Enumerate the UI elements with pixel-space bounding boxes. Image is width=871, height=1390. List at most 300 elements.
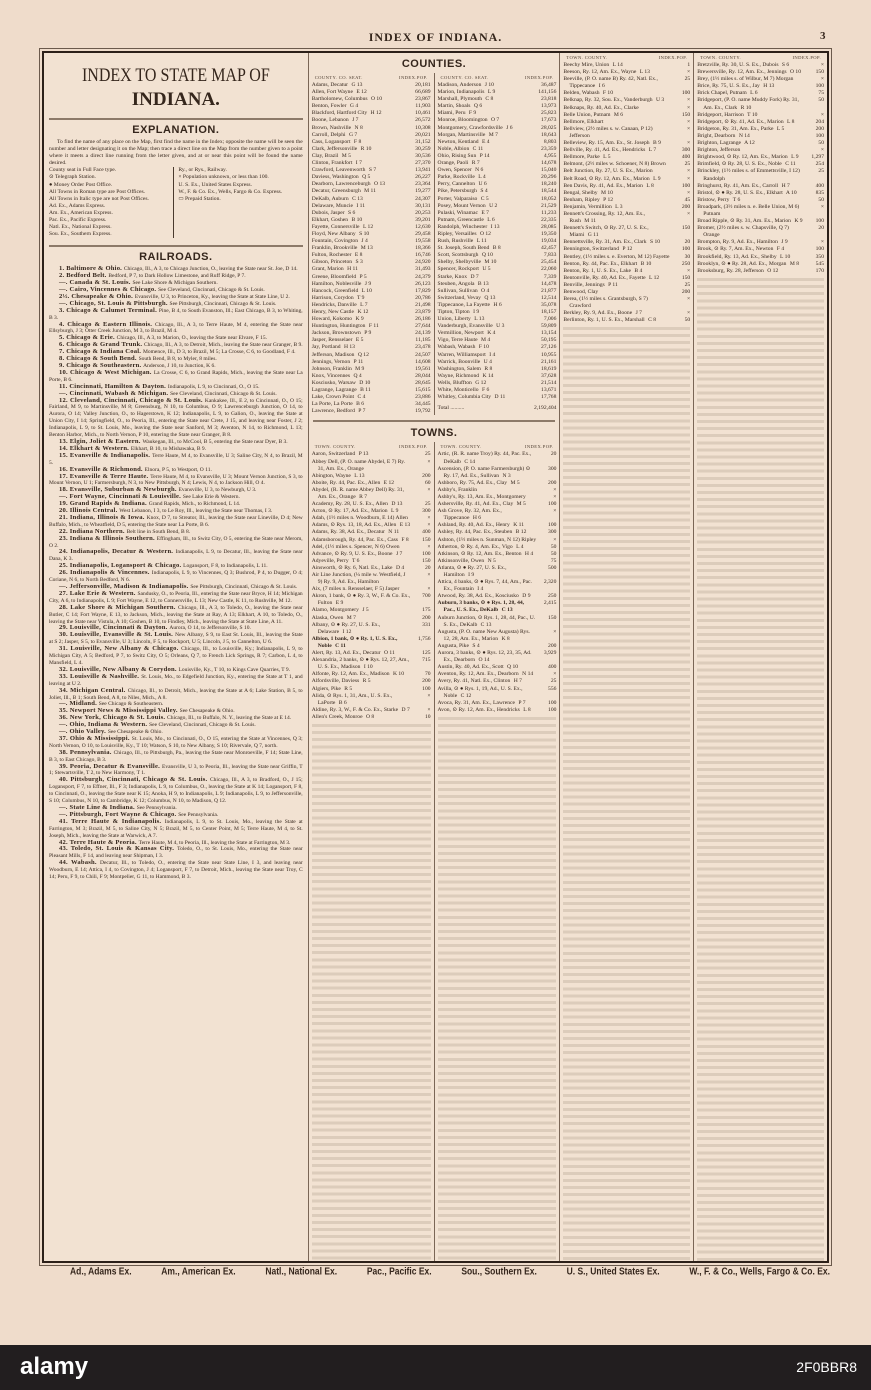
town-row bbox=[563, 225, 690, 239]
entry-population: × bbox=[820, 203, 825, 210]
entry-population: 20,786 bbox=[415, 294, 431, 301]
entry-population: 25 bbox=[684, 161, 691, 168]
entry-index: O 13 bbox=[372, 181, 386, 188]
entry-index: I 7 bbox=[354, 160, 362, 167]
col-header: POP. bbox=[416, 75, 428, 80]
county-row bbox=[312, 203, 431, 210]
entry-population: 23,867 bbox=[415, 96, 431, 103]
entry-index: L 4 bbox=[476, 174, 486, 181]
legend-right bbox=[173, 167, 302, 238]
county-row bbox=[312, 224, 431, 231]
col-header: POP. bbox=[810, 55, 822, 60]
entry-population: 23,359 bbox=[541, 145, 557, 152]
entry-population: 300 bbox=[548, 465, 557, 472]
county-row bbox=[312, 359, 431, 366]
entry-population: 26,186 bbox=[415, 316, 431, 323]
entry-name: White, Monticello F 6 bbox=[437, 387, 490, 394]
entry-population: 25 bbox=[424, 451, 431, 458]
entry-index: S 4 bbox=[478, 188, 488, 195]
entry-population: 75 bbox=[818, 90, 825, 97]
footer-abbreviation: Natl., National Ex. bbox=[265, 1265, 338, 1277]
entry-index: B 10 bbox=[350, 216, 363, 223]
entry-name: Brookfield, Ry. 13, Ad. Ex., Shelby L 10 bbox=[697, 253, 791, 260]
entry-population: 24,379 bbox=[415, 273, 431, 280]
county-row bbox=[438, 96, 557, 103]
entry-population: × bbox=[820, 76, 825, 83]
entry-name: Warrick, Boonville U 4 bbox=[437, 358, 492, 365]
entry-index: S 3 bbox=[354, 259, 363, 266]
entry-name: Bengal, Shelby M 10 bbox=[563, 189, 613, 196]
town-row bbox=[438, 664, 557, 671]
entry-name: Bartholomew, Columbus O 10 bbox=[311, 96, 383, 103]
entry-index: L 7 bbox=[358, 301, 368, 308]
col-header: COUNTY. CO. SEAT. bbox=[440, 75, 489, 80]
entry-index: M 13 bbox=[359, 245, 373, 252]
entry-index: Q 5 bbox=[360, 174, 371, 181]
entry-population: 11,903 bbox=[415, 103, 431, 110]
entry-index: L 6 bbox=[485, 216, 495, 223]
entry-name: Avery, Ry. 41, Natl. Ex., Clinton H 7 bbox=[437, 678, 522, 685]
town-row bbox=[312, 678, 431, 685]
col-header: COUNTY. CO. SEAT. bbox=[314, 75, 363, 80]
entry-index: D 7 bbox=[400, 706, 410, 713]
entry-population: 19,561 bbox=[415, 365, 431, 372]
entry-population: 15,615 bbox=[415, 387, 431, 394]
entry-population: 100 bbox=[681, 246, 691, 253]
entry-population: 250 bbox=[548, 593, 557, 600]
entry-index: F 11 bbox=[367, 323, 379, 330]
county-row bbox=[438, 359, 557, 366]
entry-name: Augusta, Pike S 4 bbox=[437, 642, 480, 649]
entry-population: 100 bbox=[815, 218, 825, 225]
entry-population: 42,457 bbox=[541, 245, 557, 252]
entry-name: Bretzville, Ry. 30, U. S. Ex., Dubois S 6 bbox=[697, 62, 790, 68]
town-row bbox=[563, 161, 690, 168]
express-abbreviations-footer bbox=[70, 1265, 830, 1277]
explanation-heading: EXPLANATION. bbox=[132, 124, 220, 136]
entry-population: × bbox=[820, 111, 825, 118]
entry-index: I 4 bbox=[475, 586, 484, 593]
county-row bbox=[312, 217, 431, 224]
railroad-name: 42. Terre Haute & Peoria. bbox=[59, 838, 139, 846]
railroads-heading: RAILROADS. bbox=[139, 251, 213, 264]
entry-name: Brighton, Jefferson bbox=[697, 147, 741, 154]
entry-population: × bbox=[553, 493, 557, 500]
entry-index: H 7 bbox=[780, 182, 790, 189]
col-header: TOWN. COUNTY. bbox=[440, 444, 482, 450]
entry-index: F 10 bbox=[601, 90, 614, 97]
railroad-name: 41. Terre Haute & Indianapolis. bbox=[59, 817, 165, 825]
entry-index: M 5 bbox=[340, 152, 351, 159]
railroad-name: 35. Newport News & Mississippi Valley. bbox=[59, 707, 180, 715]
entry-population: 27,644 bbox=[415, 323, 431, 330]
railroad-name: 3. Chicago & Calumet Terminal. bbox=[59, 306, 159, 314]
entry-population: 24,307 bbox=[415, 195, 431, 202]
railroad-name: —. Pittsburgh, Fort Wayne & Chicago. bbox=[59, 810, 179, 818]
entry-population: 31,152 bbox=[415, 138, 431, 145]
entry-index: T 9 bbox=[355, 294, 365, 301]
entry-name: Lawrence, Bedford P 7 bbox=[311, 408, 366, 415]
entry-name: Brightwood, ⊙ Ry. 12, Am. Ex., Marion L 9 bbox=[697, 154, 799, 161]
entry-population: 13,671 bbox=[541, 387, 557, 394]
town-row bbox=[312, 686, 431, 693]
entry-index: Q 4 bbox=[352, 372, 362, 379]
railroad-route: Knox, D 7, to Streator, Ill., leaving the State near Lineville, D 4; New Buffalo, Mich., to Wheatfield, D 5, entering the State near La Porte, B 6. bbox=[49, 514, 303, 528]
entry-population: 21,161 bbox=[541, 358, 557, 365]
entry-population: 23,818 bbox=[541, 96, 557, 103]
entry-name: Ben Davis, Ry. 41, Ad. Ex., Marion L 8 bbox=[563, 182, 654, 189]
entry-population: 835 bbox=[815, 189, 825, 196]
entry-name: Benton, Fowler G 4 bbox=[311, 103, 359, 110]
railroad-entry bbox=[49, 860, 303, 881]
town-row bbox=[563, 112, 690, 119]
railroad-entry bbox=[49, 308, 303, 322]
entry-name: Union, Liberty L 13 bbox=[437, 316, 485, 323]
railroad-entry bbox=[49, 322, 303, 336]
entry-population: 141,156 bbox=[538, 89, 557, 96]
entry-name: Alaska, Owen M 7 bbox=[311, 614, 356, 621]
railroad-name: —. State Line & Indiana. bbox=[59, 804, 137, 811]
county-row bbox=[312, 125, 431, 132]
entry-index: K 10 bbox=[391, 671, 405, 678]
entry-name: Bridgeton, Ry. 31, Am. Ex., Parke L 5 bbox=[697, 125, 785, 132]
entry-population: 23,364 bbox=[415, 181, 431, 188]
county-row bbox=[438, 380, 557, 387]
entry-name: Brook, ⊙ Ry. 7, Am. Ex., Newton F 4 bbox=[697, 246, 785, 253]
entry-name: Clark, Jeffersonville R 10 bbox=[311, 145, 372, 152]
entry-population: 100 bbox=[815, 132, 825, 139]
entry-index: E 9 bbox=[334, 600, 344, 607]
entry-population: 150 bbox=[681, 274, 691, 281]
railroad-name: 7. Chicago & Indiana Coal. bbox=[59, 348, 143, 356]
county-row bbox=[438, 330, 557, 337]
town-row bbox=[697, 204, 824, 218]
entry-population: 20 bbox=[818, 225, 825, 232]
legend-item: ▭ Prepaid Station. bbox=[178, 195, 221, 202]
entry-index bbox=[793, 76, 795, 82]
entry-name: Miami, Peru F 9 bbox=[437, 110, 477, 117]
railroad-name: 11. Cincinnati, Hamilton & Dayton. bbox=[59, 382, 168, 390]
entry-index: R 7 bbox=[357, 493, 368, 500]
town-row bbox=[563, 190, 690, 197]
entry-population: 28,645 bbox=[415, 379, 431, 386]
town-row bbox=[563, 105, 690, 112]
entry-population: 66,689 bbox=[415, 89, 431, 96]
county-row bbox=[438, 89, 557, 96]
entry-population: 26,123 bbox=[415, 280, 431, 287]
entry-name: Ripley, Versailles O 12 bbox=[437, 230, 491, 237]
entry-name: Spencer, Rockport U 5 bbox=[437, 266, 491, 273]
entry-index: Q 13 bbox=[482, 294, 496, 301]
town-row bbox=[312, 515, 431, 522]
entry-index: C 8 bbox=[646, 317, 657, 324]
railroad-name: 22. Indiana Northern. bbox=[59, 527, 127, 535]
town-row bbox=[563, 147, 690, 154]
entry-population: 19,034 bbox=[541, 238, 557, 245]
entry-index: U 5 bbox=[480, 266, 491, 273]
legend-item: Ad. Ex., Adams Express. bbox=[49, 202, 106, 209]
entry-name: Ashley, Ry. 44, Pac. Ex., Steuben B 12 bbox=[437, 529, 527, 536]
entry-index: M 9 bbox=[353, 365, 365, 372]
railroad-route: La Crosse, C 6, to Grand Rapids, Mich., leaving the State near La Porte, B 6. bbox=[49, 369, 303, 383]
entry-name: Brey, (1½ miles s. of Wilbur, M 7) Morgan bbox=[697, 76, 794, 83]
entry-population: 26,572 bbox=[415, 117, 431, 124]
railroad-route: Chicago, Ill., to Pittsburgh, Pa., leaving the State near Monroeville, F 14; State Line, B 3, to East Chicago, B 3. bbox=[49, 749, 303, 763]
railroad-name: 29. Louisville, Cincinnati & Dayton. bbox=[59, 624, 170, 632]
index-frame bbox=[42, 51, 829, 1263]
county-row bbox=[438, 139, 557, 146]
railroad-entry bbox=[49, 646, 303, 667]
entry-index: P 12 bbox=[601, 196, 614, 203]
entry-population: × bbox=[553, 486, 557, 493]
col-header: POP. bbox=[542, 444, 554, 450]
entry-index: F 8 bbox=[399, 536, 409, 543]
entry-index bbox=[740, 147, 742, 153]
entry-population: 37,628 bbox=[541, 372, 557, 379]
col-header: POP. bbox=[416, 444, 428, 450]
entry-population: 18,240 bbox=[541, 181, 557, 188]
entry-population: 2,320 bbox=[543, 579, 557, 586]
entry-name: Avon, ⊙ Ry. 12, Am. Ex., Hendricks L 8 bbox=[437, 706, 531, 713]
entry-name: Bennett's Switch, ⊙ Ry. 27, U. S. Ex., Miami G 11 bbox=[563, 225, 649, 239]
railroad-route: Elkhart, B 10, to Mishawaka, B 9. bbox=[130, 445, 207, 452]
railroad-route: Bedford, P 7, to Dark Hollow Limestone, and Ruff Ridge, P 7. bbox=[108, 273, 246, 280]
county-row bbox=[438, 373, 557, 380]
entry-index: Q 6 bbox=[472, 103, 483, 110]
entry-name: Alfonte, Ry. 12, Am. Ex., Madison K 10 bbox=[311, 671, 405, 678]
entry-index: S 7 bbox=[367, 167, 377, 174]
entry-name: Aaron, Switzerland P 13 bbox=[311, 451, 369, 458]
entry-name: Air Line Junction, (¼ mile w. Westfield, J 9) Ry. 9, Ad. Ex., Hamilton bbox=[311, 572, 406, 586]
entry-population: 25 bbox=[684, 281, 691, 288]
county-row bbox=[438, 337, 557, 344]
entry-index: M 5 bbox=[515, 501, 526, 508]
town-row bbox=[697, 133, 824, 140]
entry-name: Howard, Kokomo K 9 bbox=[311, 316, 364, 323]
entry-index: L 3 bbox=[613, 203, 623, 210]
entry-name: Ash Grove, Ry. 32, Am. Ex., Tippecanoe H 6 bbox=[437, 508, 502, 522]
entry-name: Orange, Paoli R 7 bbox=[437, 160, 480, 167]
railroad-name: 25. Indianapolis, Logansport & Chicago. bbox=[59, 562, 184, 570]
entry-index: P 13 bbox=[357, 451, 369, 458]
entry-population: 27,126 bbox=[541, 344, 557, 351]
entry-name: Belt Junction, Ry. 27, U. S. Ex., Marion bbox=[563, 168, 653, 175]
entry-name: Belleview, Ry. 15, Am. Ex., St. Joseph B 9 bbox=[563, 140, 661, 147]
entry-population: 1 bbox=[687, 62, 691, 68]
footer-abbreviation: Pac., Pacific Ex. bbox=[366, 1265, 432, 1277]
more-entries bbox=[697, 276, 824, 1261]
entry-name: Benton, Ry. 44, Pac. Ex., Elkhart B 10 bbox=[563, 260, 652, 267]
entry-index: P 5 bbox=[358, 273, 367, 280]
town-row bbox=[312, 572, 431, 586]
col-header: POP. bbox=[676, 55, 688, 60]
county-row bbox=[438, 167, 557, 174]
entry-name: Alfordsville, Daviess R 5 bbox=[311, 678, 371, 685]
railroad-route: Grand Rapids, Mich., to Richmond, L 14. bbox=[148, 501, 241, 508]
entry-name: Adams, Ry. 38, Ad. Ex., Decatur N 11 bbox=[311, 529, 400, 536]
entry-index: R 5 bbox=[361, 678, 371, 685]
county-row bbox=[312, 295, 431, 302]
entry-name: Brice, Ry. 75, U. S. Ex., Jay H 13 bbox=[697, 83, 775, 90]
railroad-name: 9. Chicago & Southeastern. bbox=[59, 362, 144, 369]
railroad-route: Effingham, Ill., to Switz City, O 5, entering the State near Merom, O 2. bbox=[49, 535, 303, 549]
entry-name: Cass, Logansport F 8 bbox=[311, 138, 362, 145]
county-row bbox=[438, 231, 557, 238]
county-row bbox=[312, 245, 431, 252]
entry-name: Alamo, Montgomery J 5 bbox=[311, 607, 369, 614]
entry-name: Brick Chapel, Putnam L 6 bbox=[697, 90, 758, 97]
entry-population: 150 bbox=[681, 225, 691, 232]
entry-index bbox=[591, 303, 593, 309]
entry-population: 21,514 bbox=[541, 379, 557, 386]
entry-population: 19,558 bbox=[415, 238, 431, 245]
legend-left bbox=[49, 167, 173, 238]
entry-index bbox=[364, 466, 366, 472]
entry-name: Boone, Lebanon J 7 bbox=[311, 117, 359, 124]
entry-index bbox=[399, 586, 401, 592]
railroad-route: Anderson, J 10, to Junction, K 6. bbox=[143, 363, 216, 369]
entry-population: 200 bbox=[422, 678, 431, 685]
entry-name: Benwood, Clay bbox=[563, 289, 599, 295]
entry-population: 17,673 bbox=[541, 117, 557, 124]
town-row bbox=[563, 197, 690, 204]
col-header: TOWN. COUNTY. bbox=[700, 55, 742, 60]
railroad-entry bbox=[49, 777, 303, 805]
entry-name: Elkhart, Goshen B 10 bbox=[311, 216, 363, 223]
railroad-name: 43. Toledo, St. Louis & Kansas City. bbox=[59, 845, 178, 853]
entry-name: Aboite, Ry. 44, Pac. Ex., Allen E 12 bbox=[311, 479, 395, 486]
railroad-name: 24. Indianapolis, Decatur & Western. bbox=[59, 548, 176, 556]
entry-population: 200 bbox=[815, 125, 825, 132]
county-row bbox=[312, 238, 431, 245]
railroad-name: 44. Wabash. bbox=[59, 859, 101, 867]
railroad-route: Indianapolis, L 9, to Decatur, Ill., leaving the State near Dana, K 3. bbox=[49, 549, 303, 563]
entry-population: 3,929 bbox=[543, 650, 557, 657]
entry-name: Ashby's, Ry. 13, Am. Ex., Montgomery bbox=[437, 493, 526, 500]
town-row bbox=[697, 62, 824, 69]
entry-population: × bbox=[553, 671, 557, 678]
railroad-entry bbox=[49, 674, 303, 688]
entry-index: O 10 bbox=[788, 69, 802, 76]
entry-name: Hamilton, Noblesville J 9 bbox=[311, 280, 372, 287]
entry-population: 15,040 bbox=[541, 167, 557, 174]
railroad-name: —. Cincinnati, Wabash & Michigan. bbox=[59, 389, 171, 397]
entry-index: M 8 bbox=[788, 260, 800, 267]
entry-population: 14,678 bbox=[541, 160, 557, 167]
entry-population: 200 bbox=[422, 472, 431, 479]
entry-population: 25 bbox=[818, 168, 825, 175]
entry-index: M 7 bbox=[487, 131, 498, 138]
county-row bbox=[438, 323, 557, 330]
entry-population: 75 bbox=[550, 557, 557, 564]
entry-population: 350 bbox=[815, 253, 825, 260]
entry-name: Bridgeport, ⊙ Ry. 41, Ad. Ex., Marion L 8 bbox=[697, 118, 795, 125]
railroad-name: 16. Evansville & Richmond. bbox=[59, 465, 145, 473]
entry-index: O 7 bbox=[489, 117, 500, 124]
legend bbox=[49, 167, 303, 238]
entry-index: K 8 bbox=[500, 635, 510, 642]
entry-population: 400 bbox=[548, 664, 557, 671]
entry-name: Brimfield, ⊙ Ry. 28, U. S. Ex., Noble C 11 bbox=[697, 161, 796, 168]
town-row bbox=[697, 268, 824, 275]
entry-population: × bbox=[687, 296, 691, 303]
railroad-name: 39. Peoria, Decatur & Evansville. bbox=[59, 762, 162, 770]
entry-population: × bbox=[687, 210, 691, 217]
railroad-entry bbox=[49, 846, 303, 860]
entry-population: 50 bbox=[818, 196, 825, 203]
entry-index: L 8 bbox=[785, 118, 795, 125]
entry-population: 70 bbox=[424, 671, 431, 678]
entry-name: Abbey Dell, (P. O. name Abydel, E 7) Ry. 31, Am. Ex., Orange bbox=[311, 458, 406, 472]
county-row bbox=[312, 153, 431, 160]
railroad-route: Toledo, O., to St. Louis, Mo., entering the State near Pleasant Mills, F 14, and leaving near Shipman, I 3. bbox=[49, 846, 303, 860]
entry-population: 400 bbox=[422, 529, 431, 536]
railroad-route: Decatur, Ill., to Toledo, O., entering the State near State Line, I 3, and leaving near Woodburn, E 14; Attica, I 4, to Covington, J 4; Logansport, F 7, to Detroit, Mich., leaving the State near Troy, C 14; Peru, F 9, to Chili, F 9; Montpelier, G 11, to Hammond, B 3. bbox=[49, 860, 303, 881]
entry-index: F 8 bbox=[352, 138, 362, 145]
entry-index: P 7 bbox=[517, 699, 526, 706]
county-row bbox=[312, 302, 431, 309]
entry-population: × bbox=[687, 168, 691, 175]
entry-name: Vigo, Terre Haute M 4 bbox=[437, 337, 491, 344]
county-row bbox=[438, 288, 557, 295]
entry-index: U 6 bbox=[477, 181, 487, 188]
railroad-route: St. Louis, Mo., to Cincinnati, O., O 15, entering the State at Vincennes, Q 3; North Vernon, O 10, to Louisville, Ky., T 10; Watson, S 10, to New Albany, S 10; Rivervale, Q 7, north. bbox=[49, 735, 303, 749]
entry-name: Bentonville, Ry. 40, Ad. Ex., Fayette L 12 bbox=[563, 274, 660, 281]
county-row bbox=[312, 196, 431, 203]
county-row bbox=[312, 366, 431, 373]
entry-name: Akron, 1 bank, ⊙ ● Ry. 3, W., F. & Co. Ex., Fulton E 9 bbox=[311, 593, 411, 607]
county-row bbox=[312, 316, 431, 323]
column-headers bbox=[438, 73, 557, 82]
railroad-route: Chicago, Ill., A 3, to Detroit, Mich., leaving the State near Granger, B 9. bbox=[144, 342, 303, 349]
entry-name: Ashland, Ry. 40, Ad. Ex., Henry K 11 bbox=[437, 522, 525, 529]
legend-item: ⊙ Telegraph Station. bbox=[49, 174, 96, 181]
entry-name: Daviess, Washington Q 5 bbox=[311, 174, 371, 181]
entry-name: Brewersville, Ry. 12, Am. Ex., Jennings O 10 bbox=[697, 69, 802, 76]
railroad-route: See Chesapeake & Ohio. bbox=[107, 729, 163, 736]
railroad-route: Chicago, Ill., to Detroit, Mich., leaving the State at A 6; Lake Station, B 5, to Joliet, Ill., B 1; South Bend, A 8, to Niles, Mich., A 8. bbox=[49, 687, 303, 701]
entry-population: 50,195 bbox=[541, 337, 557, 344]
entry-name: Brighton, Lagrange A 12 bbox=[697, 140, 755, 147]
railroad-name: 12. Cleveland, Cincinnati, Chicago & St. Louis. bbox=[59, 396, 205, 404]
entry-population: × bbox=[553, 536, 557, 543]
county-total bbox=[438, 405, 557, 412]
legend-item: Natl. Ex., National Express. bbox=[49, 224, 112, 231]
entry-name: Martin, Shoals Q 6 bbox=[437, 103, 483, 110]
entry-name: Switzerland, Vevay Q 13 bbox=[437, 294, 496, 301]
entry-population: 10,461 bbox=[415, 110, 431, 117]
entry-name: Franklin, Brookville M 13 bbox=[311, 245, 373, 252]
entry-population: 2,415 bbox=[543, 600, 557, 607]
county-row bbox=[312, 380, 431, 387]
entry-name: Fountain, Covington J 4 bbox=[311, 238, 368, 245]
railroad-route: Logansport, F 8, to Indianapolis, L 11. bbox=[183, 563, 268, 570]
entry-index: N 8 bbox=[353, 124, 363, 131]
railroad-route: Chicago, Ill., A 3, to Chicago Junction, O., leaving the State near St. Joe, D 14. bbox=[123, 266, 298, 273]
town-row bbox=[697, 147, 824, 154]
entry-population: 100 bbox=[548, 501, 557, 508]
railroad-name: 40. Pittsburgh, Cincinnati, Chicago & St. Louis. bbox=[59, 776, 210, 784]
entry-name: Bennington, Switzerland P 12 bbox=[563, 246, 633, 253]
entry-index: I 11 bbox=[355, 202, 366, 209]
entry-index: G 7 bbox=[347, 131, 358, 138]
entry-index: Q 12 bbox=[356, 351, 369, 358]
entry-name: Belt Road, ⊙ Ry. 12, Am. Ex., Marion L 9 bbox=[563, 175, 661, 182]
entry-name: Bright, Dearborn N 14 bbox=[697, 132, 750, 139]
entry-index: L 5 bbox=[601, 154, 611, 161]
county-row bbox=[438, 160, 557, 167]
entry-population: 12,514 bbox=[541, 294, 557, 301]
